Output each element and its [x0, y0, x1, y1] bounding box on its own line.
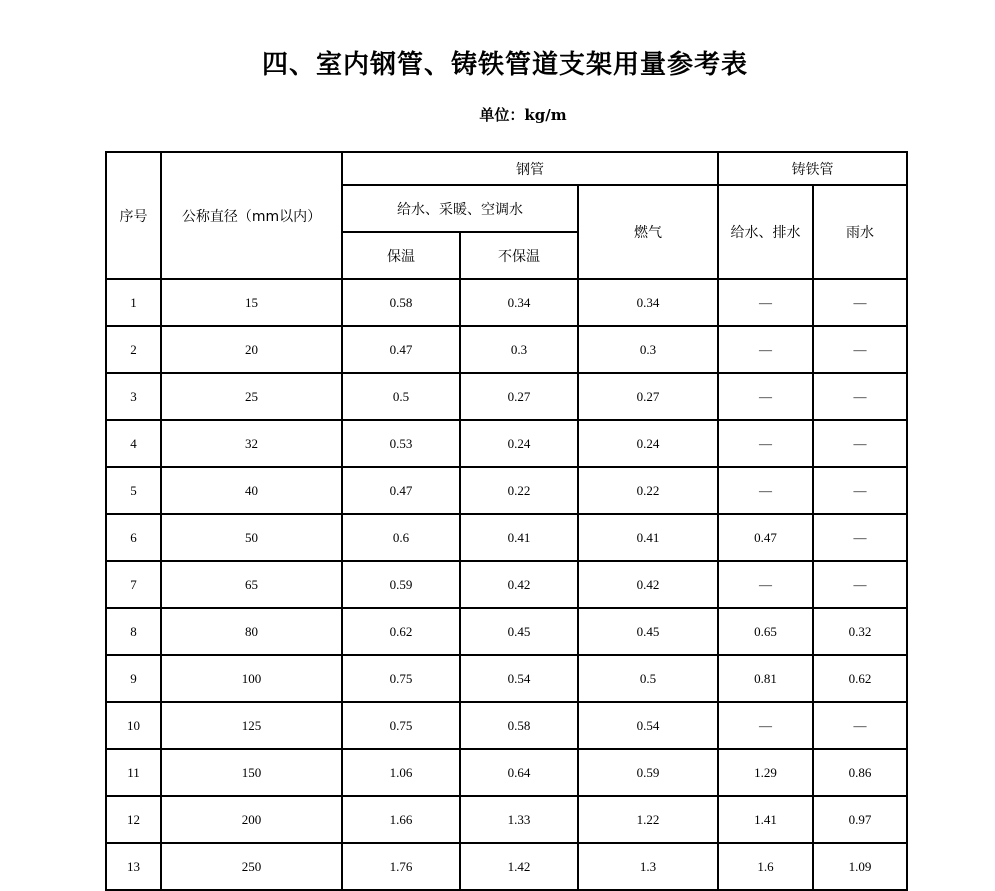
cell-diameter: 200: [161, 796, 342, 843]
cell-insulated: 1.06: [342, 749, 460, 796]
cell-uninsulated: 0.64: [460, 749, 578, 796]
cell-seq: 12: [106, 796, 161, 843]
cell-seq: 2: [106, 326, 161, 373]
cell-uninsulated: 0.41: [460, 514, 578, 561]
cell-insulated: 0.62: [342, 608, 460, 655]
header-insulated: 保温: [342, 232, 460, 279]
cell-gas: 0.45: [578, 608, 718, 655]
cell-diameter: 32: [161, 420, 342, 467]
cell-seq: 8: [106, 608, 161, 655]
table-row: [106, 420, 907, 467]
table-row: [106, 749, 907, 796]
header-supply-drain: 给水、排水: [718, 185, 813, 279]
cell-insulated: 0.47: [342, 467, 460, 514]
cell-uninsulated: 1.33: [460, 796, 578, 843]
cell-gas: 0.42: [578, 561, 718, 608]
cell-gas: 0.3: [578, 326, 718, 373]
cell-ci-rain: —: [813, 420, 907, 467]
table-row: [106, 467, 907, 514]
cell-uninsulated: 1.42: [460, 843, 578, 890]
cell-ci-supply-drain: —: [718, 702, 813, 749]
table-row: [106, 655, 907, 702]
cell-diameter: 20: [161, 326, 342, 373]
cell-uninsulated: 0.45: [460, 608, 578, 655]
cell-diameter: 40: [161, 467, 342, 514]
cell-uninsulated: 0.34: [460, 279, 578, 326]
cell-insulated: 0.75: [342, 702, 460, 749]
cell-ci-supply-drain: 0.47: [718, 514, 813, 561]
cell-diameter: 250: [161, 843, 342, 890]
cell-ci-rain: —: [813, 561, 907, 608]
cell-uninsulated: 0.54: [460, 655, 578, 702]
table-row: [106, 279, 907, 326]
cell-ci-rain: —: [813, 326, 907, 373]
header-gas: 燃气: [578, 185, 718, 279]
cell-gas: 0.59: [578, 749, 718, 796]
cell-insulated: 1.76: [342, 843, 460, 890]
cell-gas: 0.24: [578, 420, 718, 467]
cell-diameter: 15: [161, 279, 342, 326]
header-seq: 序号: [106, 152, 161, 279]
header-row-1: [106, 152, 907, 185]
table-row: [106, 608, 907, 655]
cell-ci-rain: 0.86: [813, 749, 907, 796]
cell-gas: 0.54: [578, 702, 718, 749]
header-water-heat-ac: 给水、采暖、空调水: [342, 185, 578, 232]
cell-gas: 1.22: [578, 796, 718, 843]
cell-ci-supply-drain: 0.65: [718, 608, 813, 655]
cell-ci-supply-drain: —: [718, 467, 813, 514]
cell-gas: 0.34: [578, 279, 718, 326]
cell-insulated: 0.75: [342, 655, 460, 702]
table-row: [106, 796, 907, 843]
cell-uninsulated: 0.27: [460, 373, 578, 420]
header-uninsulated: 不保温: [460, 232, 578, 279]
table-row: [106, 373, 907, 420]
cell-ci-supply-drain: —: [718, 420, 813, 467]
cell-seq: 13: [106, 843, 161, 890]
cell-uninsulated: 0.58: [460, 702, 578, 749]
cell-diameter: 100: [161, 655, 342, 702]
cell-seq: 9: [106, 655, 161, 702]
cell-ci-supply-drain: 1.29: [718, 749, 813, 796]
table-row: [106, 843, 907, 890]
cell-insulated: 0.5: [342, 373, 460, 420]
cell-ci-rain: —: [813, 467, 907, 514]
cell-diameter: 25: [161, 373, 342, 420]
cell-uninsulated: 0.22: [460, 467, 578, 514]
cell-ci-rain: —: [813, 373, 907, 420]
cell-uninsulated: 0.24: [460, 420, 578, 467]
cell-ci-supply-drain: 0.81: [718, 655, 813, 702]
table-row: [106, 326, 907, 373]
cell-insulated: 0.59: [342, 561, 460, 608]
cell-gas: 0.22: [578, 467, 718, 514]
cell-diameter: 65: [161, 561, 342, 608]
cell-seq: 11: [106, 749, 161, 796]
header-diameter: 公称直径（mm以内）: [161, 152, 342, 279]
cell-seq: 1: [106, 279, 161, 326]
table-row: [106, 561, 907, 608]
cell-ci-supply-drain: —: [718, 373, 813, 420]
cell-gas: 1.3: [578, 843, 718, 890]
cell-seq: 5: [106, 467, 161, 514]
header-cast-iron: 铸铁管: [718, 152, 907, 185]
cell-gas: 0.5: [578, 655, 718, 702]
cell-gas: 0.41: [578, 514, 718, 561]
cell-ci-supply-drain: —: [718, 561, 813, 608]
cell-ci-rain: —: [813, 702, 907, 749]
support-weight-table: [105, 151, 908, 891]
cell-seq: 7: [106, 561, 161, 608]
cell-seq: 10: [106, 702, 161, 749]
cell-gas: 0.27: [578, 373, 718, 420]
cell-ci-rain: —: [813, 514, 907, 561]
cell-ci-supply-drain: —: [718, 326, 813, 373]
cell-insulated: 1.66: [342, 796, 460, 843]
cell-seq: 4: [106, 420, 161, 467]
cell-diameter: 50: [161, 514, 342, 561]
cell-ci-supply-drain: 1.41: [718, 796, 813, 843]
header-rain: 雨水: [813, 185, 907, 279]
cell-ci-rain: 0.97: [813, 796, 907, 843]
cell-uninsulated: 0.42: [460, 561, 578, 608]
page-title: 四、室内钢管、铸铁管道支架用量参考表: [261, 50, 748, 80]
header-steel: 钢管: [342, 152, 718, 185]
unit-label: 单位：kg/m: [479, 106, 567, 124]
cell-uninsulated: 0.3: [460, 326, 578, 373]
cell-diameter: 80: [161, 608, 342, 655]
cell-insulated: 0.6: [342, 514, 460, 561]
table-row: [106, 702, 907, 749]
cell-ci-rain: 0.32: [813, 608, 907, 655]
cell-ci-rain: —: [813, 279, 907, 326]
cell-insulated: 0.47: [342, 326, 460, 373]
cell-diameter: 150: [161, 749, 342, 796]
cell-diameter: 125: [161, 702, 342, 749]
cell-insulated: 0.58: [342, 279, 460, 326]
cell-ci-rain: 1.09: [813, 843, 907, 890]
cell-ci-supply-drain: —: [718, 279, 813, 326]
cell-insulated: 0.53: [342, 420, 460, 467]
cell-ci-supply-drain: 1.6: [718, 843, 813, 890]
cell-seq: 6: [106, 514, 161, 561]
cell-seq: 3: [106, 373, 161, 420]
table-row: [106, 514, 907, 561]
cell-ci-rain: 0.62: [813, 655, 907, 702]
